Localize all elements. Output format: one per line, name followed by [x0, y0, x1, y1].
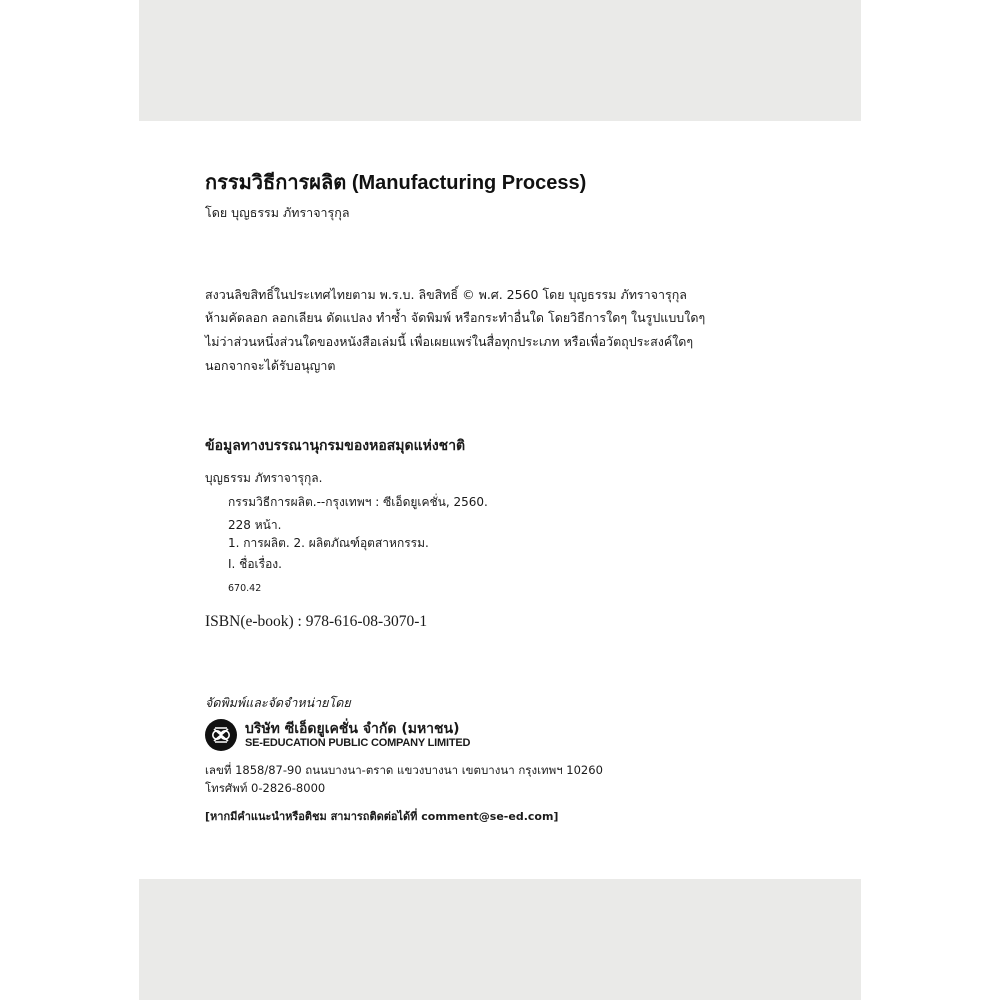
- copyright-line-3: ไม่ว่าส่วนหนึ่งส่วนใดของหนังสือเล่มนี้ เพื่อเผยแพร่ในสื่อทุกประเภท หรือเพื่อวัตถุประสงค์ใดๆ: [205, 334, 694, 349]
- publisher-address: เลขที่ 1858/87-90 ถนนบางนา-ตราด แขวงบางนา เขตบางนา กรุงเทพฯ 10260: [205, 763, 603, 777]
- copyright-line-2: ห้ามคัดลอก ลอกเลียน ดัดแปลง ทำซ้ำ จัดพิมพ์ หรือกระทำอื่นใด โดยวิธีการใดๆ ในรูปแบบใดๆ: [205, 310, 706, 325]
- company-name-thai: บริษัท ซีเอ็ดยูเคชั่น จำกัด (มหาชน): [245, 721, 460, 737]
- copyright-line-1: สงวนลิขสิทธิ์ในประเทศไทยตาม พ.ร.บ. ลิขสิทธิ์ © พ.ศ. 2560 โดย บุญธรรม ภัทราจารุกุล: [205, 287, 687, 302]
- cip-heading: ข้อมูลทางบรรณานุกรมของหอสมุดแห่งชาติ: [205, 439, 466, 454]
- company-name-english: SE-EDUCATION PUBLIC COMPANY LIMITED: [245, 737, 471, 749]
- se-ed-logo-icon: [205, 719, 237, 751]
- book-title: กรรมวิธีการผลิต (Manufacturing Process): [205, 172, 587, 194]
- author-byline: โดย บุญธรรม ภัทราจารุกุล: [205, 205, 350, 220]
- cip-title-line: กรรมวิธีการผลิต.--กรุงเทพฯ : ซีเอ็ดยูเคชั่น, 2560.: [228, 495, 488, 509]
- bottom-gray-band: [139, 879, 861, 1000]
- cip-subjects: 1. การผลิต. 2. ผลิตภัณฑ์อุตสาหกรรม.: [228, 536, 429, 550]
- publisher-label: จัดพิมพ์และจัดจำหน่ายโดย: [205, 695, 351, 710]
- cip-title-entry: I. ชื่อเรื่อง.: [228, 557, 282, 571]
- publisher-phone: โทรศัพท์ 0-2826-8000: [205, 781, 326, 795]
- isbn: ISBN(e-book) : 978-616-08-3070-1: [205, 613, 428, 630]
- top-gray-band: [139, 0, 861, 121]
- cip-pages: 228 หน้า.: [228, 518, 282, 532]
- cip-class-number: 670.42: [228, 583, 262, 594]
- copyright-line-4: นอกจากจะได้รับอนุญาต: [205, 358, 336, 373]
- feedback-contact: [หากมีคำแนะนำหรือติชม สามารถติดต่อได้ที่ comment@se-ed.com]: [205, 810, 559, 823]
- cip-author: บุญธรรม ภัทราจารุกุล.: [205, 471, 323, 485]
